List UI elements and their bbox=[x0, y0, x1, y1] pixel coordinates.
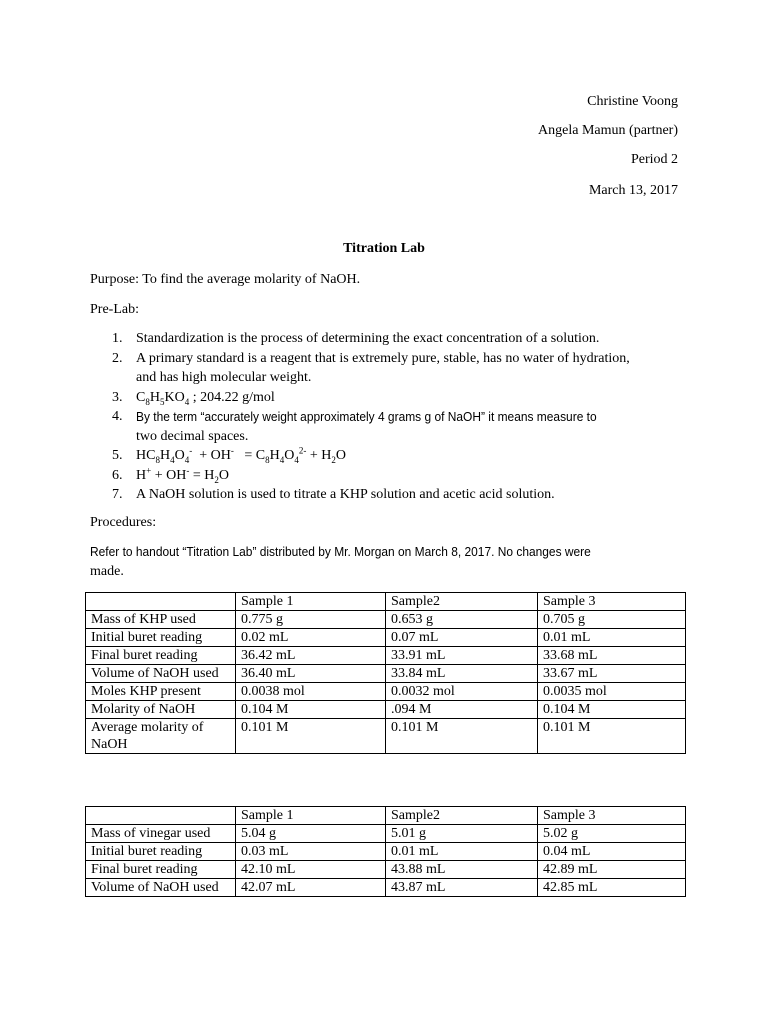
list-item: 5. $HC_8H_4O_4^- + OH^- = C_8H_4O_4^{2-} + H_2O$ bbox=[112, 445, 346, 465]
list-item: 2. A primary standard is a reagent that is extremely pure, stable, has no water of hydration, and has high molecular weight. bbox=[112, 350, 630, 385]
table-row: Mass of vinegar used 5.04 g 5.01 g 5.02 g bbox=[86, 825, 686, 843]
table-row: Final buret reading 42.10 mL 43.88 mL 42.89 mL bbox=[86, 861, 686, 879]
partner-name: Angela Mamun (partner) bbox=[538, 123, 678, 138]
author-name: Christine Voong bbox=[587, 94, 678, 109]
table-row: Moles KHP present 0.0038 mol 0.0032 mol 0.0035 mol bbox=[86, 683, 686, 701]
reaction-equation-khp: $HC_8H_4O_4^- + OH^- = C_8H_4O_4^{2-} + H_2O$ bbox=[136, 445, 346, 465]
table-row: Initial buret reading 0.03 mL 0.01 mL 0.04 mL bbox=[86, 843, 686, 861]
table-row: Volume of NaOH used 42.07 mL 43.87 mL 42.85 mL bbox=[86, 879, 686, 897]
list-item: 4. By the term “accurately weight approximately 4 grams g of NaOH” it means measure to two decimal spaces. bbox=[112, 409, 597, 444]
procedures-text-line1: Refer to handout “Titration Lab” distributed by Mr. Morgan on March 8, 2017. No changes were bbox=[90, 544, 591, 559]
class-period: Period 2 bbox=[630, 152, 678, 167]
list-item: 6. $H^+ + OH^- = H_2O$ bbox=[112, 464, 229, 485]
table-row: Volume of NaOH used 36.40 mL 33.84 mL 33.67 mL bbox=[86, 665, 686, 683]
list-item: 3. $C_8H_5KO_4$ ; 204.22 g/mol bbox=[112, 389, 275, 407]
procedures-heading: Procedures: bbox=[90, 515, 157, 530]
table-header-row: Sample 1 Sample2 Sample 3 bbox=[86, 807, 686, 825]
reaction-equation-water: $H^+ + OH^- = H_2O$ bbox=[136, 464, 229, 485]
table-row: Mass of KHP used 0.775 g 0.653 g 0.705 g bbox=[86, 611, 686, 629]
procedures-text-line2: made. bbox=[90, 564, 124, 579]
list-item: 1. Standardization is the process of determining the exact concentration of a solution. bbox=[112, 331, 600, 346]
list-item: 7. A NaOH solution is used to titrate a KHP solution and acetic acid solution. bbox=[112, 487, 555, 502]
vinegar-titration-table bbox=[85, 806, 686, 897]
document-title: Titration Lab bbox=[343, 241, 425, 256]
khp-titration-table bbox=[85, 592, 686, 754]
table-row: Molarity of NaOH 0.104 M .094 M 0.104 M bbox=[86, 701, 686, 719]
purpose-statement: Purpose: To find the average molarity of NaOH. bbox=[90, 272, 361, 287]
prelab-list bbox=[90, 329, 685, 505]
table-row: Final buret reading 36.42 mL 33.91 mL 33.68 mL bbox=[86, 647, 686, 665]
formula-khp: $C_8H_5KO_4$ ; 204.22 g/mol bbox=[136, 389, 275, 407]
prelab-heading: Pre-Lab: bbox=[90, 302, 139, 317]
table-row: Average molarity of NaOH 0.101 M 0.101 M 0.101 M bbox=[86, 719, 686, 754]
report-date: March 13, 2017 bbox=[588, 183, 678, 198]
table-header-row: Sample 1 Sample2 Sample 3 bbox=[86, 593, 686, 611]
table-row: Initial buret reading 0.02 mL 0.07 mL 0.01 mL bbox=[86, 629, 686, 647]
